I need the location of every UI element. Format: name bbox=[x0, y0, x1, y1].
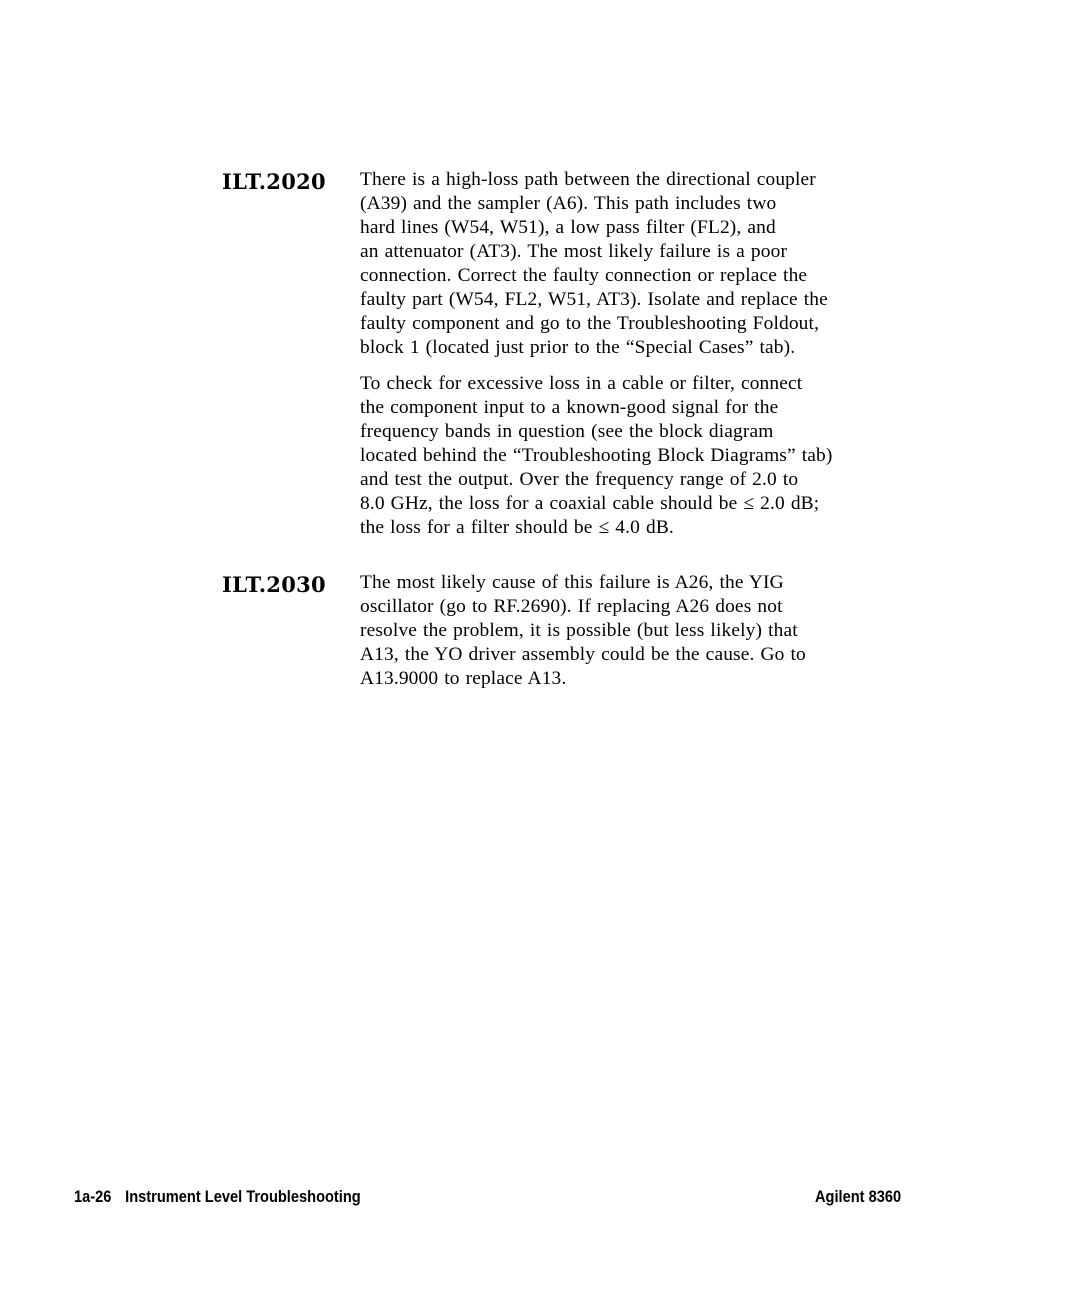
text-line: A13.9000 to replace A13. bbox=[360, 668, 567, 689]
text-line: located behind the “Troubleshooting Block Diagrams” tab) bbox=[360, 445, 833, 466]
entry-body bbox=[360, 168, 920, 552]
page-footer-left bbox=[74, 1186, 361, 1208]
text-line: faulty part (W54, FL2, W51, AT3). Isolate and replace the bbox=[360, 289, 828, 310]
paragraph bbox=[360, 372, 920, 540]
text-line: frequency bands in question (see the block diagram bbox=[360, 421, 774, 442]
text-line: and test the output. Over the frequency range of 2.0 to bbox=[360, 469, 799, 490]
text-line: the component input to a known-good signal for the bbox=[360, 397, 779, 418]
page-number: 1a-26 bbox=[74, 1187, 112, 1206]
text-line: faulty component and go to the Troubleshooting Foldout, bbox=[360, 313, 820, 334]
text-line: an attenuator (AT3). The most likely failure is a poor bbox=[360, 241, 788, 262]
page-footer-right bbox=[815, 1186, 901, 1208]
product-name: Agilent 8360 bbox=[815, 1187, 902, 1206]
text-line: The most likely cause of this failure is A26, the YIG bbox=[360, 572, 784, 593]
paragraph bbox=[360, 571, 920, 691]
entry-code: ILT.2030 bbox=[222, 572, 326, 597]
section-title: Instrument Level Troubleshooting bbox=[125, 1187, 361, 1206]
text-line: To check for excessive loss in a cable or filter, connect bbox=[360, 373, 803, 394]
paragraph bbox=[360, 168, 920, 360]
text-line: oscillator (go to RF.2690). If replacing A26 does not bbox=[360, 596, 783, 617]
text-line: There is a high-loss path between the directional coupler bbox=[360, 169, 816, 190]
text-line: block 1 (located just prior to the “Special Cases” tab). bbox=[360, 337, 796, 358]
entry-body bbox=[360, 571, 920, 703]
text-line: hard lines (W54, W51), a low pass filter (FL2), and bbox=[360, 217, 776, 238]
text-line: connection. Correct the faulty connection or replace the bbox=[360, 265, 808, 286]
text-line: A13, the YO driver assembly could be the cause. Go to bbox=[360, 644, 806, 665]
text-line: (A39) and the sampler (A6). This path includes two bbox=[360, 193, 777, 214]
text-line: the loss for a filter should be ≤ 4.0 dB. bbox=[360, 517, 674, 538]
entry-code: ILT.2020 bbox=[222, 169, 326, 194]
text-line: resolve the problem, it is possible (but less likely) that bbox=[360, 620, 798, 641]
text-line: 8.0 GHz, the loss for a coaxial cable should be ≤ 2.0 dB; bbox=[360, 493, 820, 514]
